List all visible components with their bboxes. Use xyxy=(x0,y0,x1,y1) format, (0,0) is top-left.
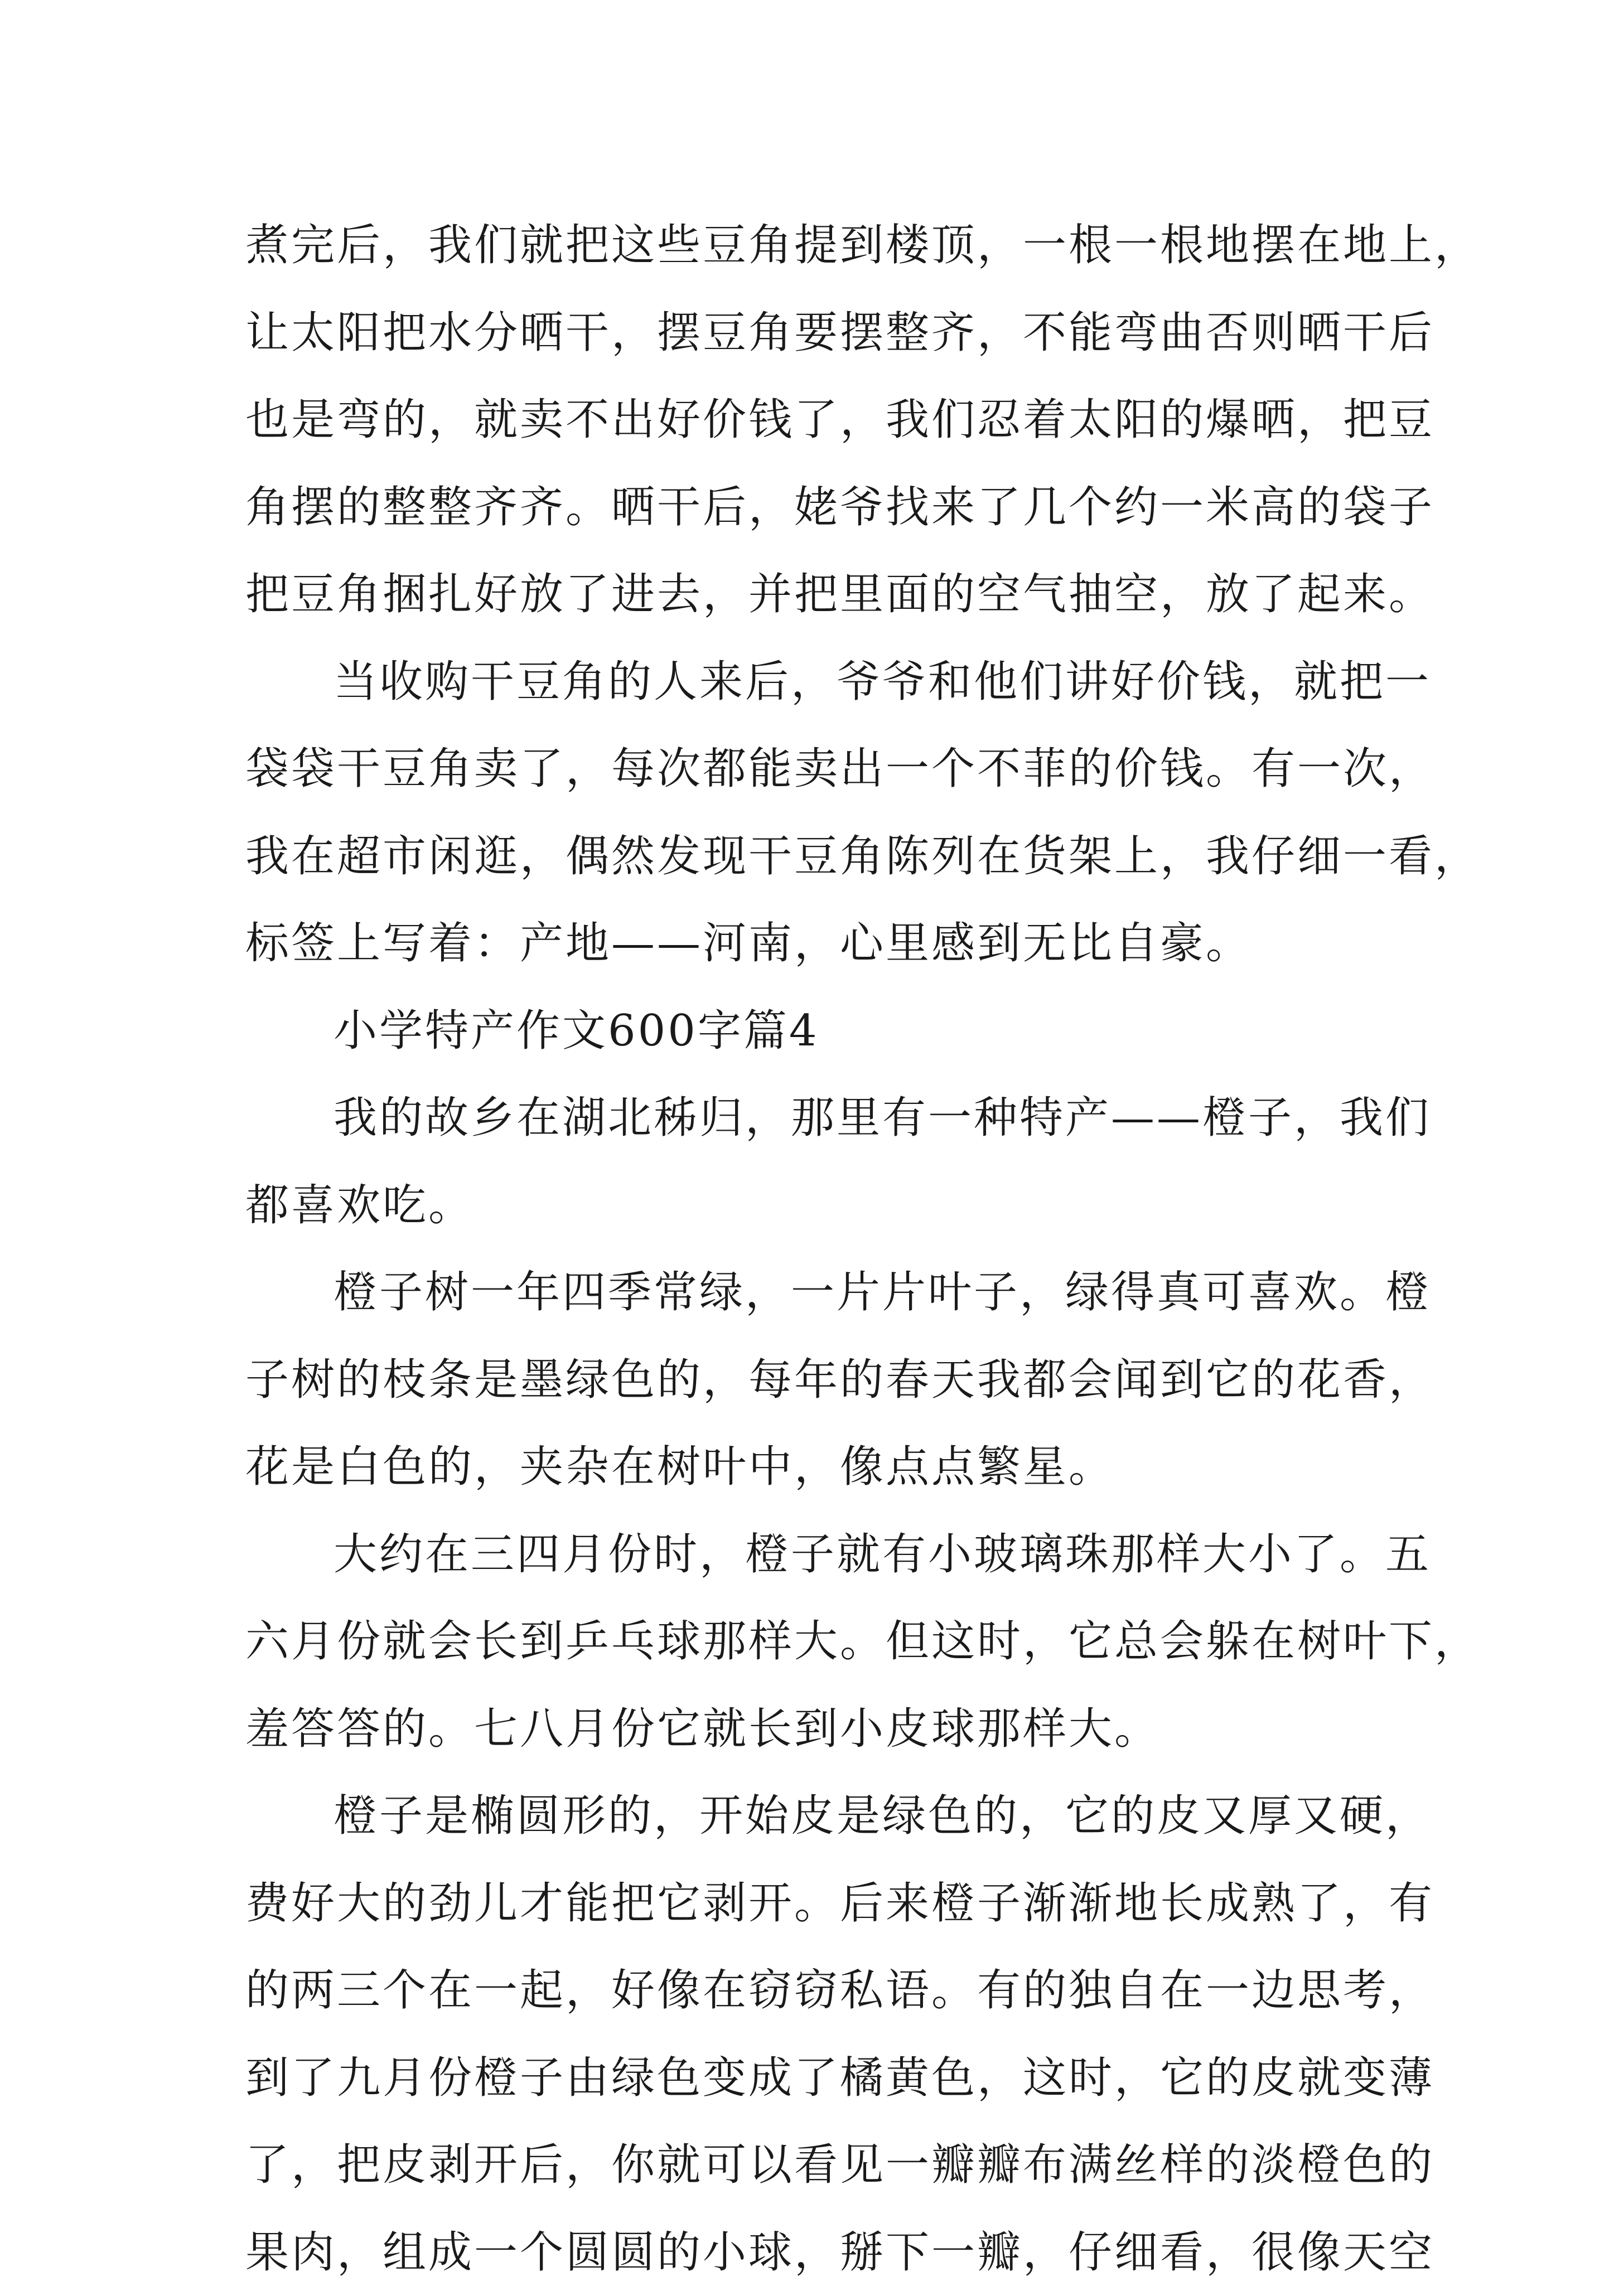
paragraph-start-line: 橙子树一年四季常绿，一片片叶子，绿得真可喜欢。橙 xyxy=(245,1249,1378,1336)
text-line: 标签上写着：产地——河南，心里感到无比自豪。 xyxy=(245,900,1378,987)
text-line: 煮完后，我们就把这些豆角提到楼顶，一根一根地摆在地上， xyxy=(245,202,1378,289)
paragraph-start-line: 橙子是椭圆形的，开始皮是绿色的，它的皮又厚又硬， xyxy=(245,1772,1378,1860)
text-line: 果肉，组成一个圆圆的小球，掰下一瓣，仔细看，很像天空 xyxy=(245,2209,1378,2296)
text-line: 角摆的整整齐齐。晒干后，姥爷找来了几个约一米高的袋子 xyxy=(245,464,1378,551)
paragraph-start-line: 当收购干豆角的人来后，爷爷和他们讲好价钱，就把一 xyxy=(245,638,1378,726)
text-line: 的两三个在一起，好像在窃窃私语。有的独自在一边思考， xyxy=(245,1947,1378,2035)
paragraph-start-line: 我的故乡在湖北秭归，那里有一种特产——橙子，我们 xyxy=(245,1074,1378,1162)
section-heading: 小学特产作文600字篇4 xyxy=(245,987,1378,1075)
text-line: 把豆角捆扎好放了进去，并把里面的空气抽空，放了起来。 xyxy=(245,551,1378,638)
text-line: 我在超市闲逛，偶然发现干豆角陈列在货架上，我仔细一看， xyxy=(245,813,1378,900)
text-line: 花是白色的，夹杂在树叶中，像点点繁星。 xyxy=(245,1423,1378,1511)
text-line: 羞答答的。七八月份它就长到小皮球那样大。 xyxy=(245,1685,1378,1773)
text-line: 了，把皮剥开后，你就可以看见一瓣瓣布满丝样的淡橙色的 xyxy=(245,2121,1378,2209)
paragraph-start-line: 大约在三四月份时，橙子就有小玻璃珠那样大小了。五 xyxy=(245,1511,1378,1599)
text-line: 都喜欢吃。 xyxy=(245,1162,1378,1249)
text-line: 让太阳把水分晒干，摆豆角要摆整齐，不能弯曲否则晒干后 xyxy=(245,289,1378,377)
text-line: 子树的枝条是墨绿色的，每年的春天我都会闻到它的花香， xyxy=(245,1336,1378,1424)
text-line: 到了九月份橙子由绿色变成了橘黄色，这时，它的皮就变薄 xyxy=(245,2035,1378,2122)
text-line: 也是弯的，就卖不出好价钱了，我们忍着太阳的爆晒，把豆 xyxy=(245,376,1378,464)
text-line: 袋袋干豆角卖了，每次都能卖出一个不菲的价钱。有一次， xyxy=(245,725,1378,813)
text-line: 六月份就会长到乒乓球那样大。但这时，它总会躲在树叶下， xyxy=(245,1598,1378,1685)
text-line: 费好大的劲儿才能把它剥开。后来橙子渐渐地长成熟了，有 xyxy=(245,1860,1378,1948)
document-body xyxy=(245,202,1378,2296)
